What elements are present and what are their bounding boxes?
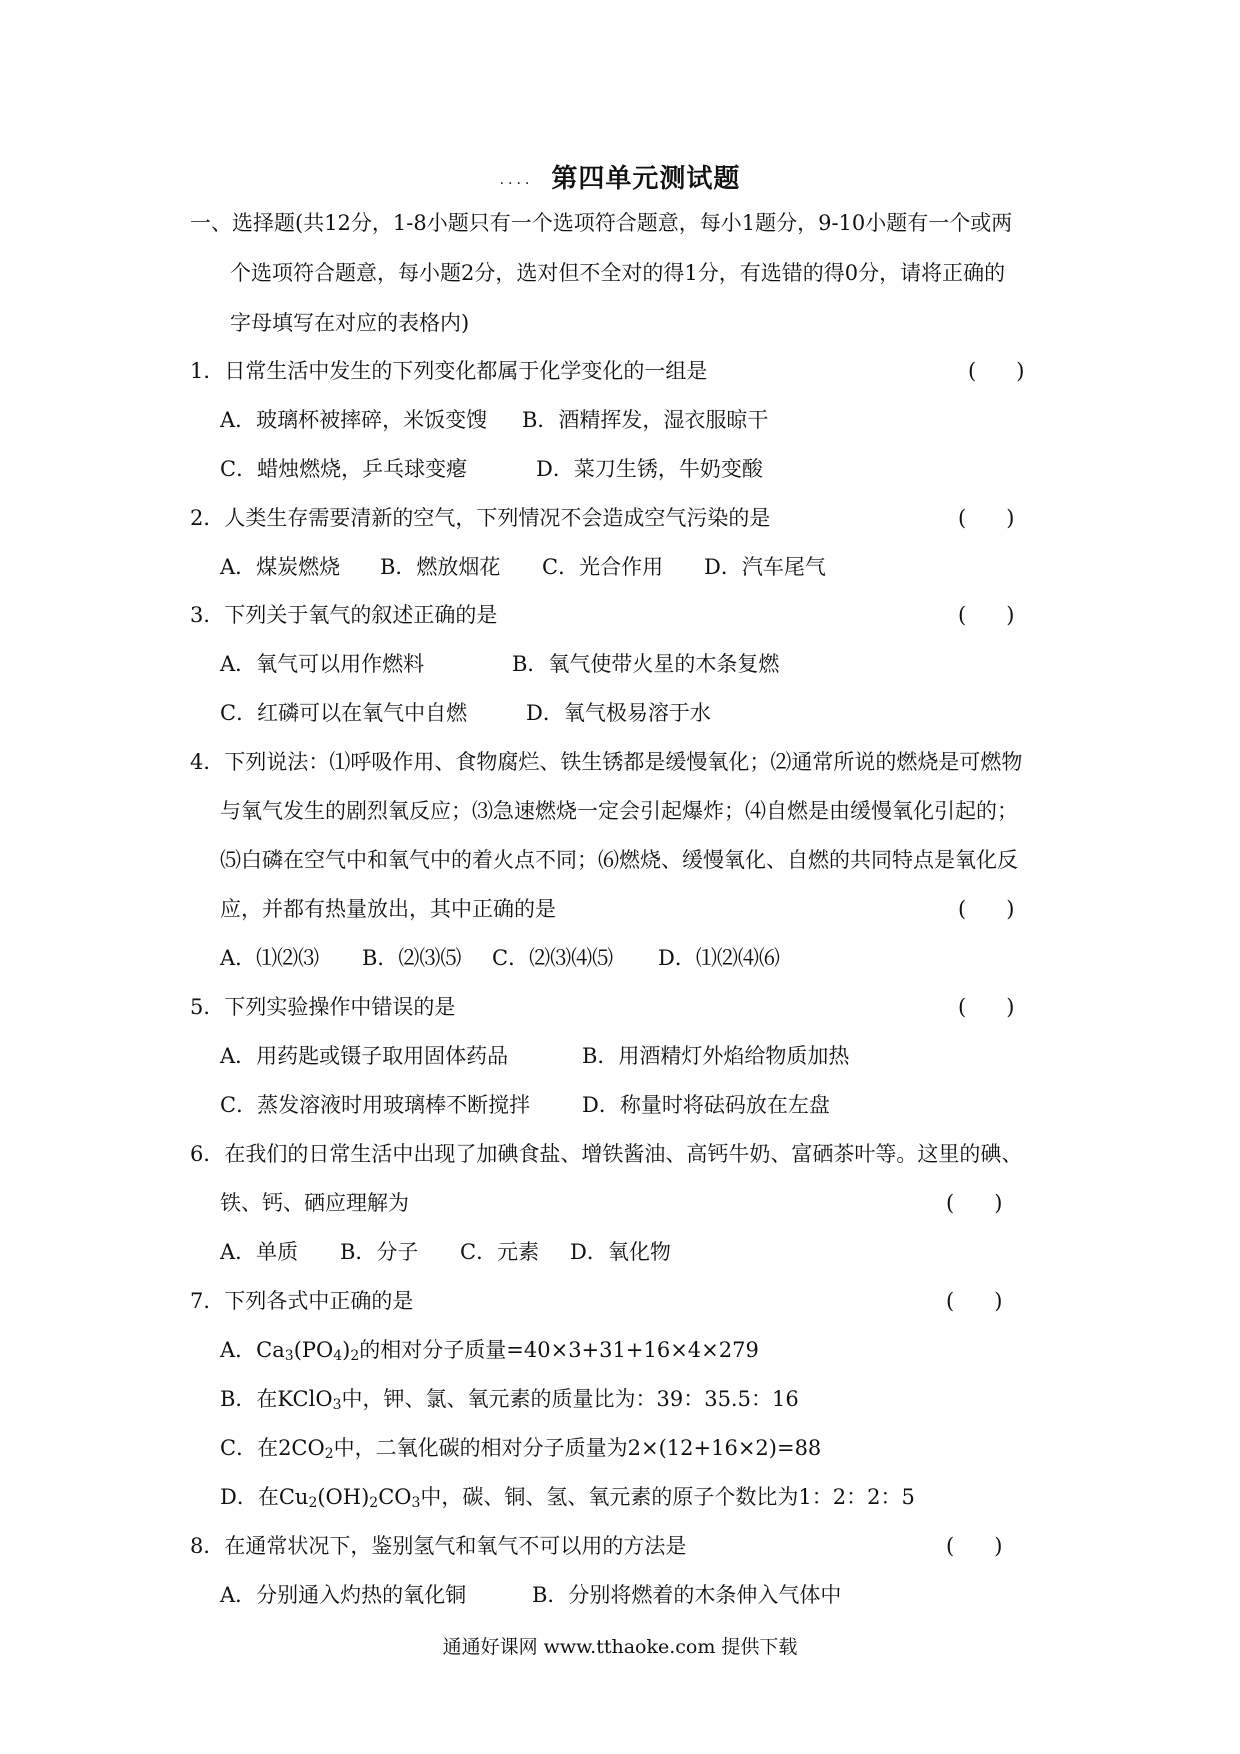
q7-c-text: C．在2CO: [220, 1436, 325, 1460]
q4-option-a: A．⑴⑵⑶: [220, 946, 320, 970]
q3-option-c: C．红磷可以在氧气中自燃: [220, 701, 468, 725]
answer-blank-3: ( ): [958, 603, 1015, 627]
q7-d-sub: 2: [369, 1495, 379, 1511]
q7-option-d: [220, 1482, 915, 1518]
q7-a-text: 的相对分子质量=40×3+31+16×4×279: [359, 1338, 759, 1362]
q5-option-b: B．用酒精灯外焰给物质加热: [582, 1044, 850, 1068]
q2-option-b: B．燃放烟花: [380, 555, 501, 579]
q7-d-sub: 3: [411, 1495, 421, 1511]
q3-option-a: A．氧气可以用作燃料: [220, 652, 425, 676]
question-6-line-1: 6．在我们的日常生活中出现了加碘食盐、增铁酱油、高钙牛奶、富硒茶叶等。这里的碘、: [190, 1142, 1023, 1166]
q7-a-text: ): [342, 1338, 351, 1362]
q7-d-text: (OH): [317, 1485, 370, 1509]
q7-d-sub: 2: [308, 1495, 318, 1511]
question-4-line-4: 应，并都有热量放出，其中正确的是: [220, 897, 556, 921]
q3-option-d: D．氧气极易溶于水: [526, 701, 711, 725]
q6-option-d: D．氧化物: [570, 1240, 671, 1264]
question-5-stem: 5．下列实验操作中错误的是: [190, 995, 456, 1019]
q8-option-b: B．分别将燃着的木条伸入气体中: [532, 1583, 842, 1607]
title-text: 第四单元测试题: [551, 164, 741, 194]
question-4-line-3: ⑸白磷在空气中和氧气中的着火点不同；⑹燃烧、缓慢氧化、自燃的共同特点是氧化反: [220, 848, 1018, 872]
q7-option-a: [220, 1335, 759, 1371]
section-heading-line-1: 一、选择题(共12分，1-8小题只有一个选项符合题意，每小1题分，9-10小题有一个或两: [190, 211, 1013, 235]
q7-c-text: 中，二氧化碳的相对分子质量为2×(12+16×2)=88: [333, 1436, 822, 1460]
q3-option-b: B．氧气使带火星的木条复燃: [512, 652, 780, 676]
q6-option-c: C．元素: [460, 1240, 540, 1264]
question-3-stem: 3．下列关于氧气的叙述正确的是: [190, 603, 498, 627]
q7-c-sub: 2: [324, 1446, 334, 1462]
answer-blank-8: ( ): [946, 1534, 1003, 1558]
answer-blank-4: ( ): [958, 897, 1015, 921]
q7-option-b: [220, 1384, 799, 1420]
page-title: [0, 158, 1240, 195]
q4-option-b: B．⑵⑶⑸: [362, 946, 462, 970]
q7-a-sub: 2: [350, 1348, 360, 1364]
q7-a-text: A．Ca: [220, 1338, 285, 1362]
q5-option-a: A．用药匙或镊子取用固体药品: [220, 1044, 509, 1068]
q6-option-b: B．分子: [340, 1240, 419, 1264]
q7-a-sub: 4: [333, 1348, 343, 1364]
q1-option-c: C．蜡烛燃烧，乒乓球变瘪: [220, 457, 468, 481]
section-heading-line-3: 字母填写在对应的表格内): [230, 311, 470, 335]
question-4-line-2: 与氧气发生的剧烈氧反应；⑶急速燃烧一定会引起爆炸；⑷自燃是由缓慢氧化引起的；: [220, 799, 1018, 823]
q4-option-d: D．⑴⑵⑷⑹: [658, 946, 780, 970]
answer-blank-5: ( ): [958, 995, 1015, 1019]
q6-option-a: A．单质: [220, 1240, 299, 1264]
q4-option-c: C．⑵⑶⑷⑸: [492, 946, 614, 970]
q8-option-a: A．分别通入灼热的氧化铜: [220, 1583, 467, 1607]
question-6-line-2: 铁、钙、硒应理解为: [220, 1191, 409, 1215]
q2-option-d: D．汽车尾气: [704, 555, 826, 579]
answer-blank-7: ( ): [946, 1289, 1003, 1313]
question-8-stem: 8．在通常状况下，鉴别氢气和氧气不可以用的方法是: [190, 1534, 687, 1558]
q7-b-text: 中，钾、氯、氧元素的质量比为：39：35.5：16: [341, 1387, 799, 1411]
question-4-line-1: 4．下列说法：⑴呼吸作用、食物腐烂、铁生锈都是缓慢氧化；⑵通常所说的燃烧是可燃物: [190, 750, 1023, 774]
page-footer: 通通好课网 www.tthaoke.com 提供下载: [442, 1636, 798, 1658]
q7-b-sub: 3: [332, 1397, 342, 1413]
question-2-stem: 2．人类生存需要清新的空气，下列情况不会造成空气污染的是: [190, 506, 771, 530]
q1-option-d: D．菜刀生锈，牛奶变酸: [536, 457, 763, 481]
q7-a-text: (PO: [293, 1338, 334, 1362]
q1-option-a: A．玻璃杯被摔碎，米饭变馊: [220, 408, 488, 432]
section-heading-line-2: 个选项符合题意，每小题2分，选对但不全对的得1分，有选错的得0分，请将正确的: [230, 261, 1006, 285]
q2-option-c: C．光合作用: [542, 555, 664, 579]
q5-option-c: C．蒸发溶液时用玻璃棒不断搅拌: [220, 1093, 531, 1117]
question-7-stem: 7．下列各式中正确的是: [190, 1289, 414, 1313]
q5-option-d: D．称量时将砝码放在左盘: [582, 1093, 830, 1117]
title-dots: ....: [499, 172, 534, 188]
q2-option-a: A．煤炭燃烧: [220, 555, 341, 579]
answer-blank-2: ( ): [958, 506, 1015, 530]
answer-blank-6: ( ): [946, 1191, 1003, 1215]
q1-option-b: B．酒精挥发，湿衣服晾干: [522, 408, 769, 432]
q7-d-text: 中，碳、铜、氢、氧元素的原子个数比为1：2：2：5: [420, 1485, 915, 1509]
answer-blank-1: ( ): [968, 359, 1025, 383]
q7-d-text: D．在Cu: [220, 1485, 309, 1509]
q7-a-sub: 3: [284, 1348, 294, 1364]
q7-b-text: B．在KClO: [220, 1387, 333, 1411]
question-1-stem: 1．日常生活中发生的下列变化都属于化学变化的一组是: [190, 359, 708, 383]
q7-d-text: CO: [378, 1485, 412, 1509]
q7-option-c: [220, 1433, 821, 1469]
